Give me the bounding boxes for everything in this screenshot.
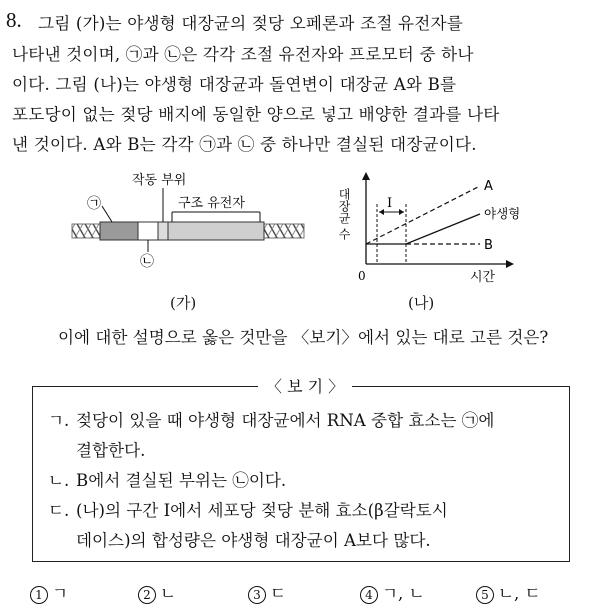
structural-gene-label: 구조 유전자 [178, 196, 245, 211]
choice-4[interactable]: 4 ㄱ, ㄴ [360, 580, 425, 604]
choice-3[interactable]: 3 ㄷ [248, 580, 286, 604]
question-line-2: 나타낸 것이며, ㉠과 ㉡은 각각 조절 유전자와 프로모터 중 하나 [12, 45, 474, 64]
choice-2[interactable]: 2 ㄴ [138, 580, 176, 604]
gene-b-block [138, 222, 158, 240]
choice-5[interactable]: 5 ㄴ, ㄷ [476, 580, 541, 604]
bogi-item-2-marker: ㄴ. [48, 471, 70, 490]
bogi-item-3-line1: (나)의 구간 Ⅰ에서 세포당 젖당 분해 효소(β갈락토시 [76, 501, 448, 520]
figure-ga-caption: (가) [170, 294, 197, 312]
question-line-5: 낸 것이다. A와 B는 각각 ㉠과 ㉡ 중 하나만 결실된 대장균이다. [12, 135, 477, 154]
operon-diagram [60, 166, 320, 276]
question-prompt: 이에 대한 설명으로 옳은 것만을 〈보기〉에서 있는 대로 고른 것은? [58, 328, 549, 347]
bogi-title: 〈 보 기 〉 [258, 374, 352, 397]
series-wildtype-line [366, 214, 480, 244]
x-axis-label: 시간 [470, 270, 496, 285]
question-line-4: 포도당이 없는 젖당 배지에 동일한 양으로 넣고 배양한 결과를 나타 [12, 105, 500, 124]
bogi-item-1-line1: 젖당이 있을 때 야생형 대장균에서 RNA 중합 효소는 ㉠에 [76, 411, 495, 430]
gene-b-marker: ㉡ [140, 254, 154, 270]
series-wildtype-label: 야생형 [484, 206, 521, 221]
operator-block [158, 222, 168, 240]
bogi-item-3-line2: 데이스)의 합성량은 야생형 대장균이 A보다 많다. [76, 531, 431, 550]
bogi-item-2-line1: B에서 결실된 부위는 ㉡이다. [76, 471, 287, 490]
series-a-line [366, 186, 480, 244]
gene-a-block [100, 222, 138, 240]
series-b-label: B [484, 238, 493, 253]
origin-label: 0 [358, 269, 366, 283]
bogi-item-1-line2: 결합한다. [76, 441, 146, 460]
question-line-1: 그림 (가)는 야생형 대장균의 젖당 오페론과 조절 유전자를 [38, 14, 463, 33]
question-number: 8. [6, 8, 22, 32]
bogi-item-3-marker: ㄷ. [48, 501, 70, 520]
question-line-3: 이다. 그림 (나)는 야생형 대장균과 돌연변이 대장균 A와 B를 [12, 75, 457, 94]
operator-label: 작동 부위 [132, 173, 187, 188]
structural-gene-block [168, 222, 264, 240]
interval-label: Ⅰ [387, 196, 393, 211]
y-axis-label: 대장균 수 [337, 188, 351, 240]
gene-a-marker: ㉠ [87, 196, 101, 212]
series-a-label: A [484, 179, 493, 194]
choice-1[interactable]: 1 ㄱ [30, 580, 68, 604]
growth-graph [330, 164, 560, 289]
bogi-item-1-marker: ㄱ. [48, 411, 70, 430]
figure-na-caption: (나) [408, 294, 435, 312]
